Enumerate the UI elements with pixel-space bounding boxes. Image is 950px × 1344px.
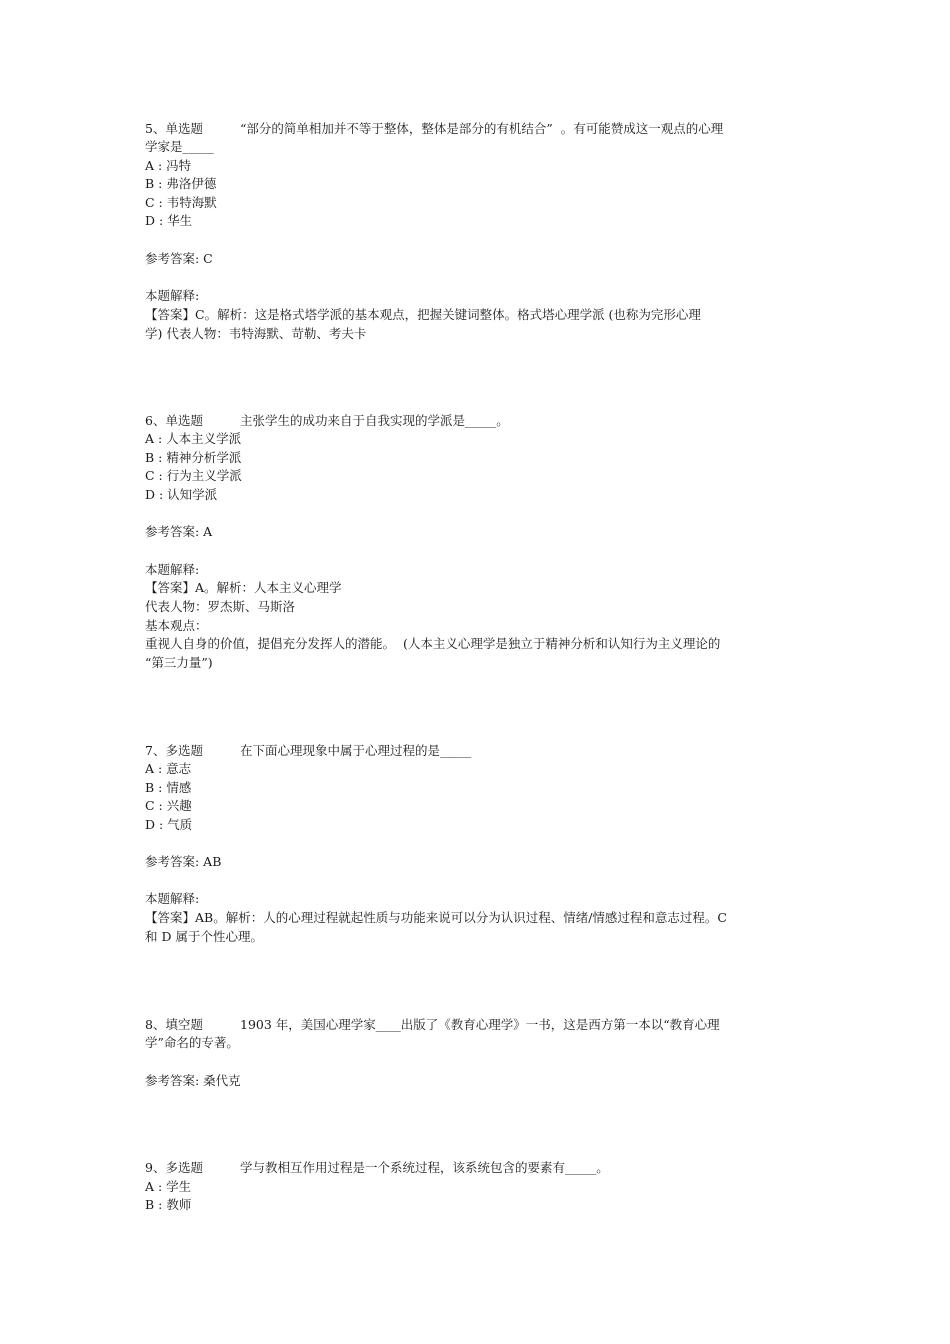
question-5-explanation-line: 【答案】C。解析：这是格式塔学派的基本观点，把握关键词整体。格式塔心理学派 (也称为完形心理 xyxy=(145,307,701,322)
question-6-explanation-line: 代表人物：罗杰斯、马斯洛 xyxy=(145,599,296,614)
question-5-explanation-label: 本题解释: xyxy=(145,288,200,303)
question-7-option-c: C : 兴趣 xyxy=(145,798,192,813)
question-8-answer: 参考答案: 桑代克 xyxy=(145,1073,241,1088)
question-6-stem: 主张学生的成功来自于自我实现的学派是_____。 xyxy=(240,413,509,428)
question-7-heading xyxy=(145,742,471,760)
question-6-answer: 参考答案: A xyxy=(145,524,213,539)
question-6-option-c: C : 行为主义学派 xyxy=(145,468,242,483)
question-7-option-d: D : 气质 xyxy=(145,817,193,832)
question-7-option-a: A : 意志 xyxy=(145,761,192,776)
question-7-explanation-label: 本题解释: xyxy=(145,891,200,906)
question-5-answer: 参考答案: C xyxy=(145,251,213,266)
question-8-number: 8、填空题 xyxy=(145,1017,203,1032)
question-5-heading xyxy=(145,120,723,138)
question-7-number: 7、多选题 xyxy=(145,743,203,758)
question-6-explanation-line: 【答案】A。解析：人本主义心理学 xyxy=(145,580,342,595)
question-7-stem: 在下面心理现象中属于心理过程的是_____ xyxy=(240,743,472,758)
question-9-number: 9、多选题 xyxy=(145,1160,203,1175)
question-6-explanation-line: “第三力量”) xyxy=(145,655,213,670)
question-9-option-a: A : 学生 xyxy=(145,1179,192,1194)
question-6-explanation-line: 重视人自身的价值，提倡充分发挥人的潜能。 (人本主义心理学是独立于精神分析和认知行为主义理论的 xyxy=(145,636,721,651)
question-6-number: 6、单选题 xyxy=(145,413,203,428)
question-7-option-b: B : 情感 xyxy=(145,780,192,795)
question-5-stem-cont: 学家是_____ xyxy=(145,139,214,154)
question-6-option-a: A : 人本主义学派 xyxy=(145,431,242,446)
question-8-stem: 1903 年，美国心理学家____出版了《教育心理学》一书，这是西方第一本以“教育心理 xyxy=(240,1017,720,1032)
question-9-stem: 学与教相互作用过程是一个系统过程，该系统包含的要素有_____。 xyxy=(240,1160,609,1175)
question-6-option-b: B : 精神分析学派 xyxy=(145,450,242,465)
question-5-option-d: D : 华生 xyxy=(145,213,193,228)
question-5-option-c: C : 韦特海默 xyxy=(145,195,217,210)
question-6-explanation-line: 基本观点： xyxy=(145,618,208,633)
question-5-stem: “部分的简单相加并不等于整体，整体是部分的有机结合” 。有可能赞成这一观点的心理 xyxy=(240,121,724,136)
question-5-number: 5、单选题 xyxy=(145,121,203,136)
question-9-option-b: B : 教师 xyxy=(145,1197,192,1212)
question-7-explanation-line: 和 D 属于个性心理。 xyxy=(145,929,263,944)
question-6-heading xyxy=(145,412,509,430)
question-7-explanation-line: 【答案】AB。解析：人的心理过程就起性质与功能来说可以分为认识过程、情绪/情感过程和意志过程。C xyxy=(145,910,727,925)
question-6-option-d: D : 认知学派 xyxy=(145,487,218,502)
question-7-answer: 参考答案: AB xyxy=(145,854,222,869)
question-8-stem-cont: 学”命名的专著。 xyxy=(145,1035,239,1050)
question-6-explanation-label: 本题解释: xyxy=(145,562,200,577)
question-5-explanation-line: 学) 代表人物：韦特海默、苛勒、考夫卡 xyxy=(145,326,367,341)
question-9-heading xyxy=(145,1159,609,1177)
question-5-option-a: A : 冯特 xyxy=(145,158,192,173)
question-5-option-b: B : 弗洛伊德 xyxy=(145,176,217,191)
question-8-heading xyxy=(145,1016,720,1034)
